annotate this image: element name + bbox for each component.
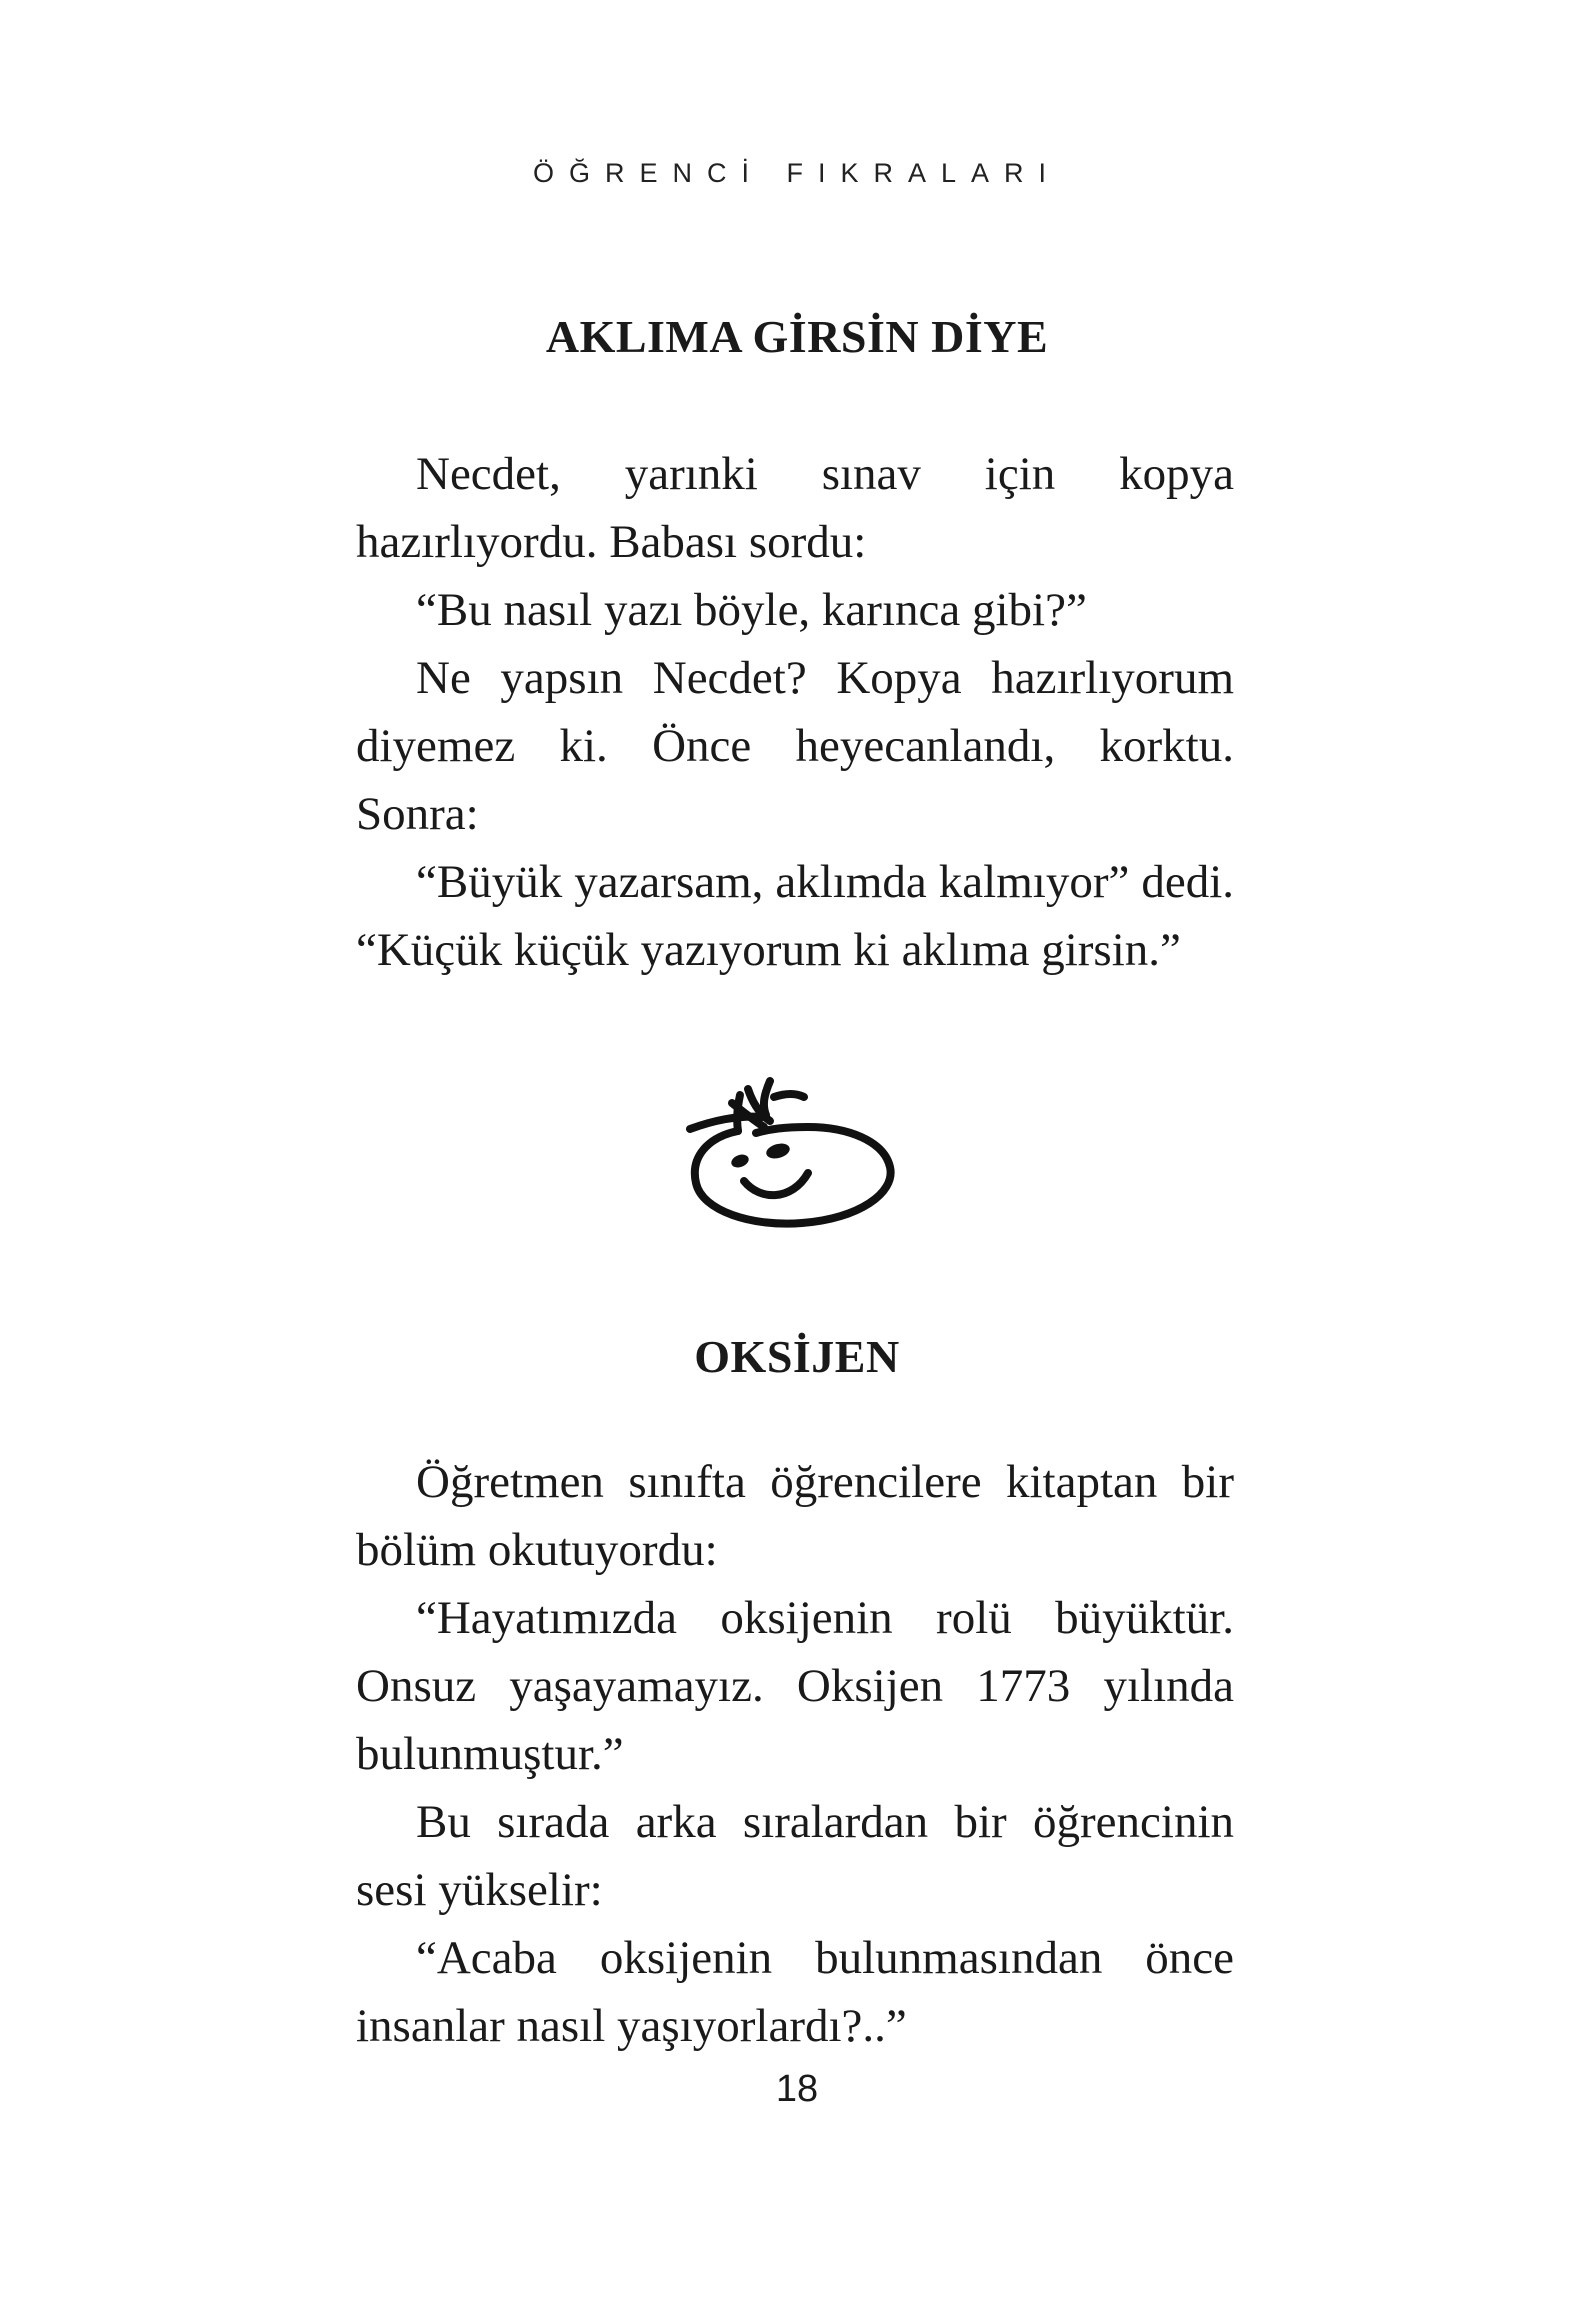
story-title-oksijen: OKSİJEN: [694, 1331, 900, 1382]
smiley-face-doodle-icon: [678, 1075, 910, 1235]
page-number: 18: [775, 2068, 819, 2110]
paragraph: “Acaba oksijenin bulunmasından önce insanlar nasıl yaşıyorlardı?..”: [356, 1932, 1234, 2052]
story-title-aklima-girsin-diye: AKLIMA GİRSİN DİYE: [545, 311, 1049, 362]
paragraph: “Hayatımızda oksijenin rolü büyüktür. Onsuz yaşayamayız. Oksijen 1773 yılında bulunmuştur.”: [356, 1592, 1234, 1780]
paragraph: “Büyük yazarsam, aklımda kalmıyor” dedi. “Küçük küçük yazıyorum ki aklıma girsin.”: [356, 856, 1234, 976]
running-head: ÖĞRENCİ FIKRALARI: [532, 158, 1062, 188]
story-body-oksijen: [356, 1448, 1234, 2060]
paragraph: “Bu nasıl yazı böyle, karınca gibi?”: [416, 584, 1087, 636]
paragraph: Bu sırada arka sıralardan bir öğrencinin sesi yükselir:: [356, 1796, 1234, 1916]
paragraph: Ne yapsın Necdet? Kopya hazırlıyorum diyemez ki. Önce heyecanlandı, korktu. Sonra:: [356, 652, 1234, 840]
story-body-aklima-girsin-diye: [356, 440, 1234, 984]
paragraph: Necdet, yarınki sınav için kopya hazırlıyordu. Babası sordu:: [356, 448, 1234, 568]
paragraph: Öğretmen sınıfta öğrencilere kitaptan bir bölüm okutuyordu:: [356, 1456, 1234, 1576]
